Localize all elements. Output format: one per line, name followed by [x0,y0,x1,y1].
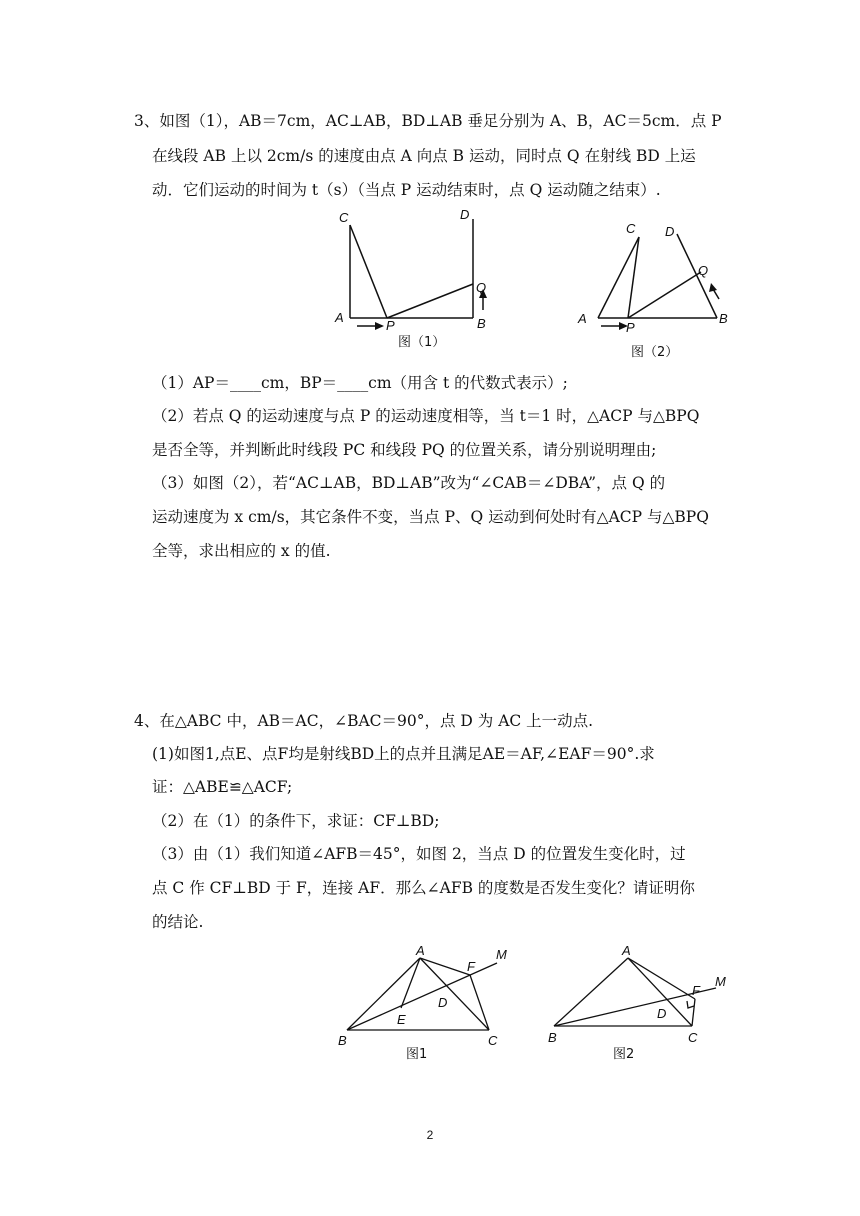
q3-part-2-line-2: 是否全等，并判断此时线段 PC 和线段 PQ 的位置关系，请分别说明理由; [152,441,657,459]
label-P: P [626,320,635,335]
label-E: E [397,1012,406,1027]
q4-figure-1 [330,938,520,1072]
label-C: C [488,1033,498,1048]
q4-part-3-line-3: 的结论. [152,913,204,931]
label-P: P [386,318,395,333]
label-A: A [416,943,425,958]
label-B: B [548,1030,557,1045]
label-C: C [688,1030,698,1045]
label-C: C [626,221,636,236]
label-A: A [335,310,344,325]
q4-part-3-line-2: 点 C 作 CF⊥BD 于 F，连接 AF．那么∠AFB 的度数是否发生变化？请证明你 [152,879,695,897]
label-A: A [578,311,587,326]
figure-1-caption: 图（1） [398,335,446,350]
q4-part-3-line-1: （3）由（1）我们知道∠AFB＝45°，如图 2，当点 D 的位置发生变化时，过 [152,845,686,863]
figure-1-caption: 图1 [406,1047,428,1062]
label-M: M [715,974,726,989]
label-Q: Q [476,280,487,295]
page-number: 2 [426,1128,434,1142]
q4-part-1-line-2: 证：△ABE≌△ACF; [152,778,293,796]
q3-line-2: 在线段 AB 上以 2cm/s 的速度由点 A 向点 B 运动，同时点 Q 在射线 BD 上运 [152,147,696,165]
label-D: D [438,995,448,1010]
label-B: B [719,311,728,326]
label-B: B [338,1033,347,1048]
label-B: B [477,316,486,331]
q4-part-1-line-1: (1)如图1,点E、点F均是射线BD上的点并且满足AE＝AF,∠EAF＝90°.求 [152,745,655,763]
q3-line-1: 3、如图（1），AB＝7cm，AC⊥AB，BD⊥AB 垂足分别为 A、B，AC＝5cm．点 P [134,112,722,130]
label-D: D [657,1006,667,1021]
q3-part-3-line-2: 运动速度为 x cm/s，其它条件不变，当点 P、Q 运动到何处时有△ACP 与△BPQ [152,508,709,526]
label-Q: Q [698,263,709,278]
label-D: D [460,207,470,222]
label-F: F [467,959,475,974]
q3-line-3: 动．它们运动的时间为 t（s）（当点 P 运动结束时，点 Q 运动随之结束）. [152,181,661,199]
q3-part-2-line-1: （2）若点 Q 的运动速度与点 P 的运动速度相等，当 t＝1 时，△ACP 与△BPQ [152,407,700,425]
q4-figure-2 [540,938,740,1072]
figure-2-caption: 图（2） [631,345,679,360]
figure-2-caption: 图2 [613,1047,635,1062]
label-M: M [496,947,507,962]
label-A: A [622,943,631,958]
q3-figure-1 [330,205,500,359]
q3-part-3-line-3: 全等，求出相应的 x 的值. [152,542,331,560]
q4-line-1: 4、在△ABC 中，AB＝AC，∠BAC＝90°，点 D 为 AC 上一动点. [134,712,594,730]
label-C: C [339,210,349,225]
label-D: D [665,224,675,239]
q3-part-1: （1）AP＝____cm，BP＝____cm（用含 t 的代数式表示）; [152,374,568,392]
q4-part-2: （2）在（1）的条件下，求证：CF⊥BD; [152,812,440,830]
q3-figure-2 [572,215,742,369]
q3-part-3-line-1: （3）如图（2），若“AC⊥AB，BD⊥AB”改为“∠CAB＝∠DBA”，点 Q 的 [152,474,666,492]
label-F: F [692,983,700,998]
